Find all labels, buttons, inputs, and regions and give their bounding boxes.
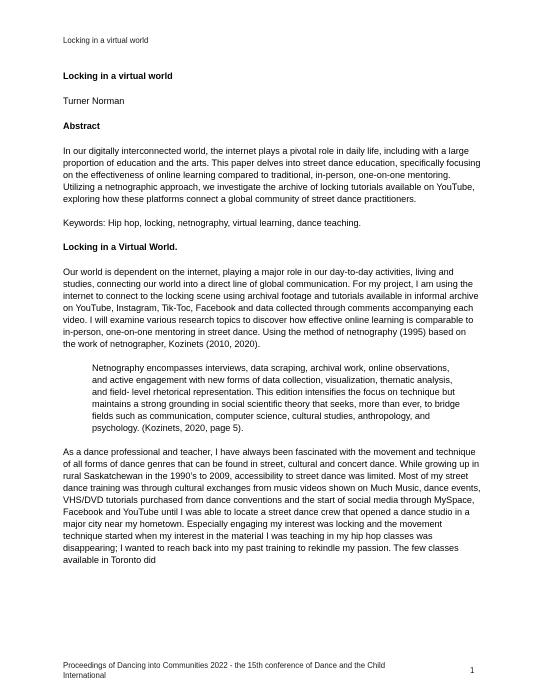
paper-title: Locking in a virtual world xyxy=(63,71,173,81)
block-quote: Netnography encompasses interviews, data scraping, archival work, online observations, and active engagement with new forms of data collection, visualization, thematic analysis, and field- level rhetorical representation. This edition intensifies the focus on technique but maintains a strong grounding in social scientific theory that seeks, more than ever, to bridge fields such as communication, computer science, cultural studies, anthropology, and psychology. (Kozinets, 2020, page 5). xyxy=(92,363,460,433)
author-name: Turner Norman xyxy=(63,96,125,106)
body-paragraph-1: Our world is dependent on the internet, playing a major role in our day-to-day activities, living and studies, connecting our world into a direct line of global communication. For my project, I am using the internet to connect to the locking scene using archival footage and tutorials available in informal archive on YouTube, Instagram, Tik-Toc, Facebook and data collected through comments accompanying each video. I will examine various research topics to discover how effective online learning is comparable to in-person, one-on-one mentoring in street dance. Using the method of netnography (1995) based on the work of netnographer, Kozinets (2010, 2020). xyxy=(63,267,479,349)
section-heading: Locking in a Virtual World. xyxy=(63,242,178,252)
running-header: Locking in a virtual world xyxy=(63,36,149,45)
footer-text: Proceedings of Dancing into Communities 2022 - the 15th conference of Dance and the Child International xyxy=(63,661,386,680)
keywords: Keywords: Hip hop, locking, netnography, virtual learning, dance teaching. xyxy=(63,218,362,228)
body-paragraph-2: As a dance professional and teacher, I have always been fascinated with the movement and technique of all forms of dance genres that can be found in street, cultural and concert dance. While growing up in rural Saskatchewan in the 1990’s to 2009, accessibility to street dance was limited. Most of my street dance training was through cultural exchanges from music videos shown on Much Music, dance events, VHS/DVD tutorials purchased from dance conventions and the start of social media through MySpace, Facebook and YouTube until I was able to locate a street dance crew that opened a dance studio in a major city near my hometown. Especially engaging my interest was locking and the movement technique started when my interest in the material I was teaching in my hip hop classes was disappearing; I wanted to reach back into my past training to rekindle my passion. The few classes available in Toronto did xyxy=(63,447,481,565)
abstract-heading: Abstract xyxy=(63,121,100,131)
paper-body xyxy=(63,70,481,578)
abstract-text: In our digitally interconnected world, the internet plays a pivotal role in daily life, including with a large proportion of education and the arts. This paper delves into street dance education, specifically focusing on the effectiveness of online learning compared to traditional, in-person, one-on-one mentoring. Utilizing a netnographic approach, we investigate the archive of locking tutorials available on YouTube, exploring how these platforms connect a global community of street dance practitioners. xyxy=(63,146,481,204)
page-number: 1 xyxy=(470,666,475,675)
